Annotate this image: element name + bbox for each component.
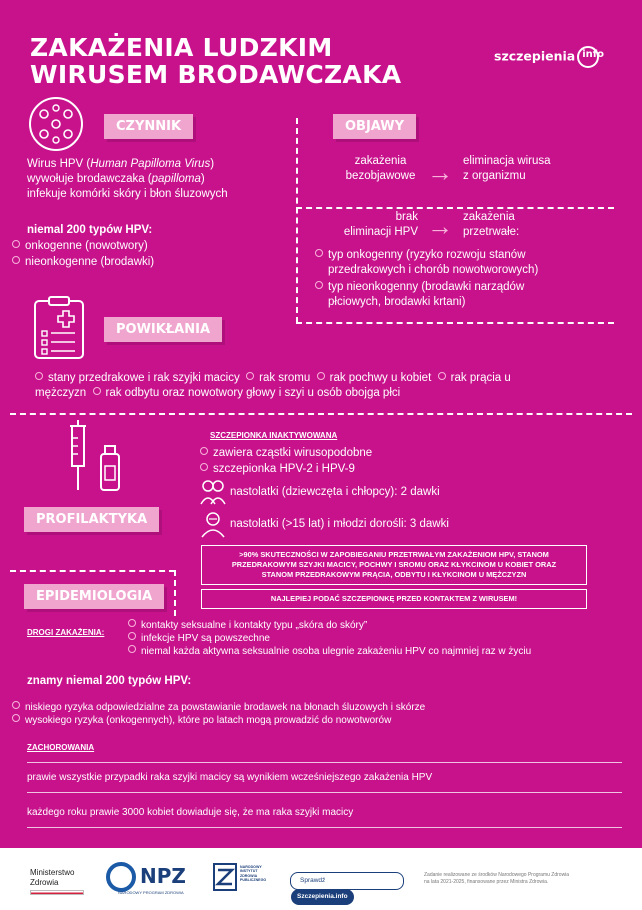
- bullet-icon: [12, 256, 20, 264]
- powiklania-list: stany przedrakowe i rak szyjki macicy rak sromu rak pochwy u kobiet rak prącia u mężczyzn rak odbytu oraz nowotwory głowy i szyi u osób obojga płci: [35, 372, 511, 399]
- bullet-icon: [128, 619, 136, 627]
- section-divider: [10, 570, 175, 572]
- epidemiologia-types-title: znamy niemal 200 typów HPV:: [27, 675, 192, 687]
- syringe-vial-icon: [60, 418, 130, 492]
- section-divider: [10, 413, 632, 415]
- logo-ring-icon: info: [577, 46, 599, 68]
- powiklania-badge: POWIKŁANIA: [104, 317, 222, 342]
- morbidity-title: ZACHOROWANIA: [27, 743, 95, 752]
- bullet-icon: [317, 372, 325, 380]
- section-divider: [174, 570, 176, 616]
- epidemiologia-badge: EPIDEMIOLOGIA: [24, 584, 164, 609]
- czynnik-types-title: niemal 200 typów HPV:: [27, 224, 153, 236]
- npz-subtitle: NARODOWY PROGRAM ZDROWIA: [118, 890, 184, 895]
- vaccine-item: szczepionka HPV-2 i HPV-9: [200, 462, 355, 477]
- bullet-icon: [12, 714, 20, 722]
- czynnik-type-item: nieonkogenne (brodawki): [12, 255, 154, 270]
- bullet-icon: [315, 249, 323, 257]
- bullet-icon: [246, 372, 254, 380]
- vaccine-title: SZCZEPIONKA INAKTYWOWANA: [210, 431, 338, 440]
- epidemiologia-types-list: niskiego ryzyka odpowiedzialne za powstawianie brodawek na błonach śluzowych i skórze wysokiego ryzyka (onkogennych), które po latach mogą prowadzić do nowotworów: [12, 701, 632, 727]
- row-divider: [27, 762, 622, 763]
- check-link[interactable]: SprawdźSzczepienia.info: [290, 872, 404, 890]
- bullet-icon: [128, 632, 136, 640]
- npz-logo: NPZ: [140, 864, 186, 888]
- ministry-logo: Ministerstwo Zdrowia: [30, 868, 84, 895]
- arrow-right-icon: →: [427, 157, 453, 187]
- profilaktyka-badge: PROFILAKTYKA: [24, 507, 159, 532]
- routes-list: kontakty seksualne i kontakty typu „skóra do skóry” infekcje HPV są powszechne niemal każda aktywna seksualnie osoba ulegnie zakażeniu HPV co najmniej raz w życiu: [128, 619, 628, 658]
- dose-young-adults: nastolatki (>15 lat) i młodzi dorośli: 3 dawki: [230, 518, 449, 530]
- objawy-persistent: zakażenia przetrwałe:: [463, 211, 520, 238]
- arrow-right-icon: →: [427, 211, 453, 241]
- objawy-no-elimination: brak eliminacji HPV: [343, 211, 418, 238]
- bullet-icon: [128, 645, 136, 653]
- advice-box: NAJLEPIEJ PODAĆ SZCZEPIONKĘ PRZED KONTAKTEM Z WIRUSEM!: [201, 589, 587, 609]
- czynnik-type-item: onkogenne (nowotwory): [12, 239, 148, 254]
- teenagers-icon: [200, 478, 226, 506]
- objawy-elimination: eliminacja wirusa z organizmu: [463, 155, 551, 182]
- section-divider: [296, 322, 614, 324]
- morbidity-fact: każdego roku prawie 3000 kobiet dowiaduje się, że ma raka szyjki macicy: [27, 807, 354, 818]
- objawy-asymptomatic: zakażenia bezobjawowe: [345, 155, 416, 182]
- efficacy-box: >90% SKUTECZNOŚCI W ZAPOBIEGANIU PRZETRWAŁYM ZAKAŻENIOM HPV, STANOM PRZEDRAKOWYM SZYJKI MACICY, POCHWY I SROMU ORAZ KŁYKCINOM U KOBIET ORAZ STANOM PRZEDRAKOWYM PRĄCIA, ODBYTU I KŁYKCINOM U MĘŻCZYZN: [201, 545, 587, 585]
- objawy-bullet: typ onkogenny (ryzyko rozwoju stanów przedrakowych i chorób nowotworowych): [315, 248, 615, 278]
- bullet-icon: [12, 701, 20, 709]
- objawy-badge: OBJAWY: [333, 114, 416, 139]
- bullet-icon: [93, 387, 101, 395]
- czynnik-description: Wirus HPV (Human Papilloma Virus) wywołuje brodawczaka (papilloma) infekuje komórki skóry i błon śluzowych: [27, 158, 228, 200]
- objawy-bullet: typ nieonkogenny (brodawki narządów płciowych, brodawki krtani): [315, 280, 615, 310]
- morbidity-fact: prawie wszystkie przypadki raka szyjki macicy są wynikiem wcześniejszego zakażenia HPV: [27, 772, 433, 783]
- bullet-icon: [200, 463, 208, 471]
- bullet-icon: [315, 281, 323, 289]
- section-divider: [296, 118, 298, 323]
- szczepienia-info-logo[interactable]: szczepienia info: [494, 46, 599, 68]
- institute-logo-icon: [212, 862, 238, 892]
- vaccine-item: zawiera cząstki wirusopodobne: [200, 446, 372, 461]
- row-divider: [27, 827, 622, 828]
- flag-icon: [30, 890, 84, 895]
- bullet-icon: [438, 372, 446, 380]
- routes-title: DROGI ZAKAŻENIA:: [27, 628, 105, 637]
- clipboard-icon: [33, 296, 85, 360]
- page-title: ZAKAŻENIA LUDZKIM WIRUSEM BRODAWCZAKA: [30, 33, 402, 89]
- bullet-icon: [200, 447, 208, 455]
- funding-note: Zadanie realizowane ze środków Narodowego Programu Zdrowia na lata 2021-2025, finansowane przez Ministra Zdrowia.: [424, 872, 570, 885]
- institute-logo: NARODOWY INSTYTUT ZDROWIA PUBLICZNEGO: [240, 865, 267, 883]
- footer: [0, 848, 642, 910]
- bullet-icon: [12, 240, 20, 248]
- virus-icon: [28, 96, 84, 152]
- npz-swirl-icon: [106, 862, 136, 892]
- czynnik-badge: CZYNNIK: [104, 114, 193, 139]
- dose-teenagers: nastolatki (dziewczęta i chłopcy): 2 dawki: [230, 486, 440, 498]
- section-divider: [296, 207, 614, 209]
- young-adult-icon: [200, 510, 226, 538]
- bullet-icon: [35, 372, 43, 380]
- row-divider: [27, 792, 622, 793]
